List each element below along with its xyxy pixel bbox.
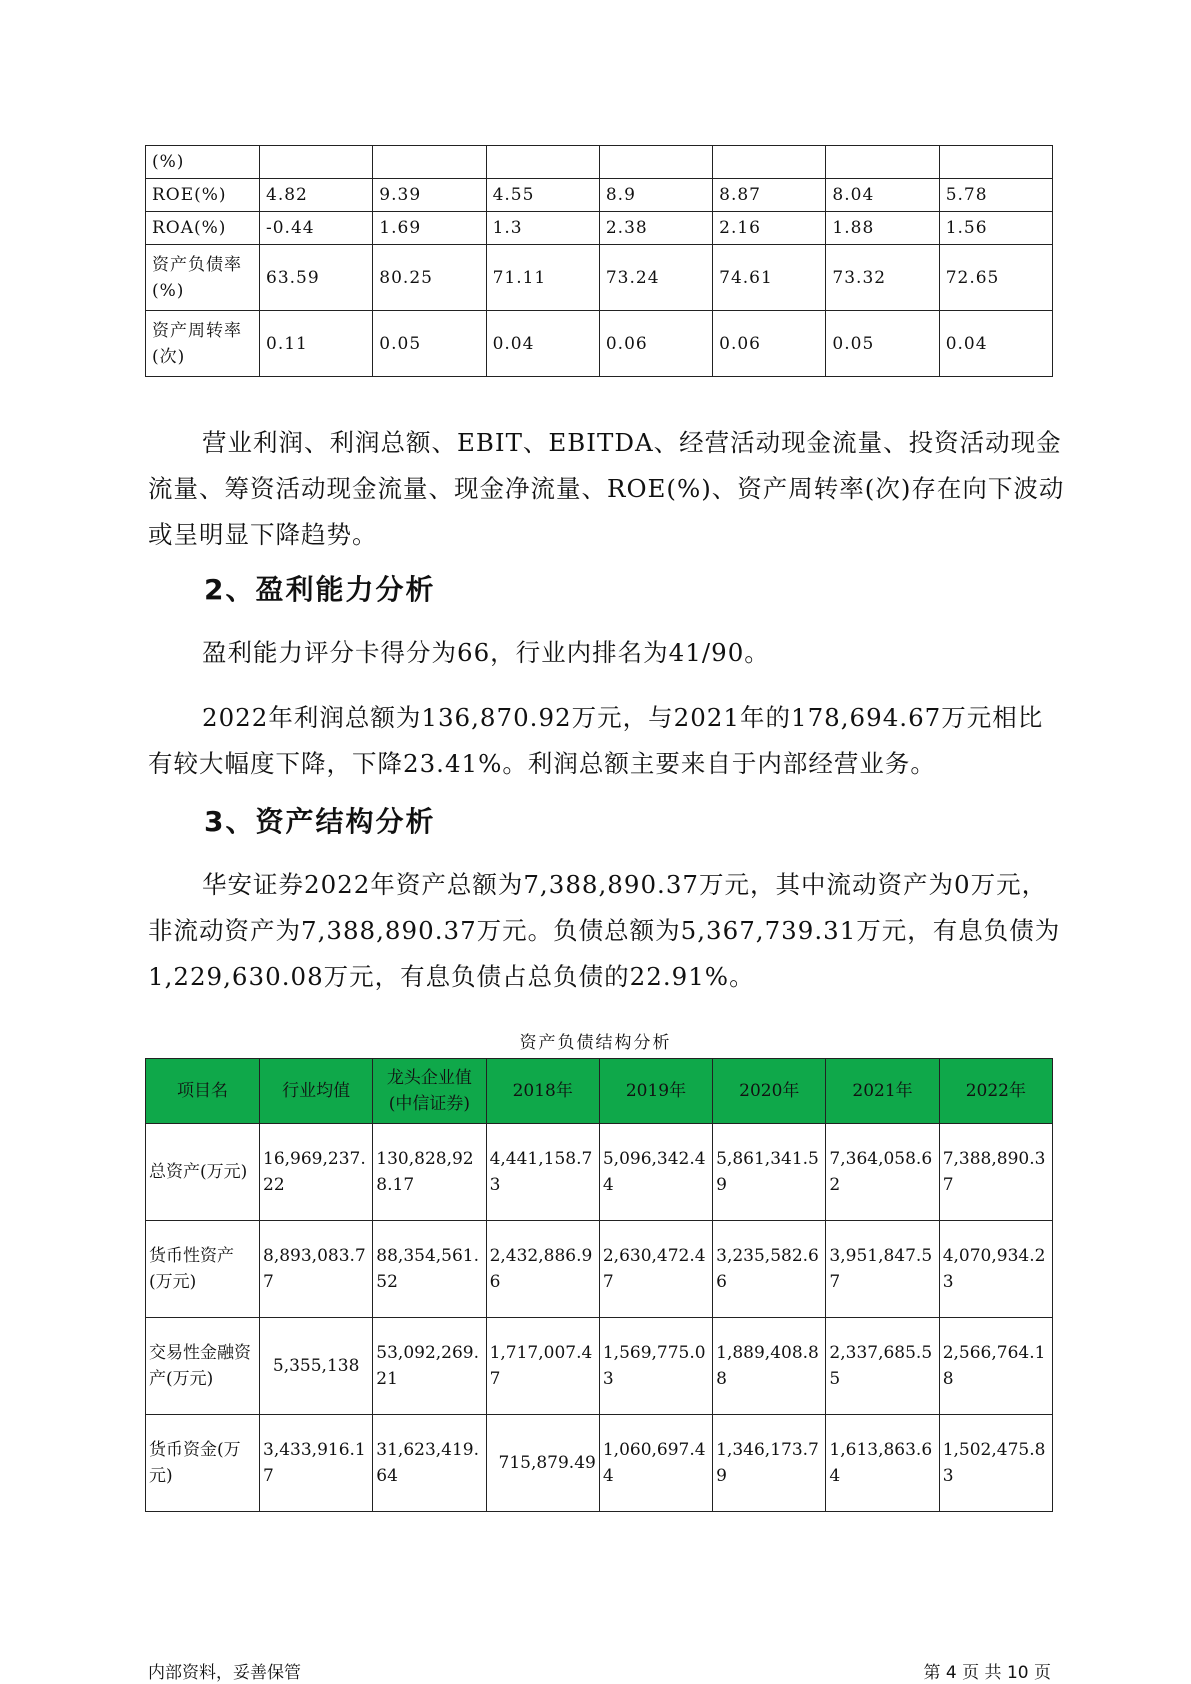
table-cell: 3,235,582.66	[713, 1221, 826, 1318]
table-cell: 2,566,764.18	[939, 1318, 1052, 1415]
table-cell: 1,889,408.88	[713, 1318, 826, 1415]
table-cell: 2.38	[599, 212, 712, 245]
table-cell: 3,433,916.17	[260, 1415, 373, 1512]
table-row	[146, 311, 1053, 377]
header-cell: 龙头企业值(中信证券)	[373, 1059, 486, 1124]
table-cell: 5,861,341.59	[713, 1124, 826, 1221]
table-cell: 2,630,472.47	[599, 1221, 712, 1318]
table-cell: 74.61	[713, 245, 826, 311]
table-cell: 1.69	[373, 212, 486, 245]
table-cell	[373, 146, 486, 179]
header-cell: 2018年	[486, 1059, 599, 1124]
header-cell: 行业均值	[260, 1059, 373, 1124]
profit-total-text: 2022年利润总额为136,870.92万元，与2021年的178,694.67万元相比有较大幅度下降，下降23.41%。利润总额主要来自于内部经营业务。	[148, 703, 1044, 778]
table-cell: 16,969,237.22	[260, 1124, 373, 1221]
table-cell: 9.39	[373, 179, 486, 212]
profit-score-text: 盈利能力评分卡得分为66，行业内排名为41/90。	[202, 638, 770, 667]
table-cell: 2.16	[713, 212, 826, 245]
table-cell	[826, 146, 939, 179]
table-cell: 1,717,007.47	[486, 1318, 599, 1415]
header-cell: 2021年	[826, 1059, 939, 1124]
header-cell: 2020年	[713, 1059, 826, 1124]
table-cell: 1,060,697.44	[599, 1415, 712, 1512]
table-cell: 0.06	[599, 311, 712, 377]
table-cell: 63.59	[260, 245, 373, 311]
profit-score-paragraph	[148, 630, 1068, 676]
table-cell: 73.32	[826, 245, 939, 311]
table-cell: 4.55	[486, 179, 599, 212]
balance-structure-table	[145, 1058, 1053, 1512]
profit-total-paragraph	[148, 695, 1068, 787]
metrics-table	[145, 145, 1053, 377]
table-cell: 1,569,775.03	[599, 1318, 712, 1415]
table-cell: 4,070,934.23	[939, 1221, 1052, 1318]
header-cell: 2022年	[939, 1059, 1052, 1124]
table-cell: 2,432,886.96	[486, 1221, 599, 1318]
table-cell	[599, 146, 712, 179]
table-cell: 8.9	[599, 179, 712, 212]
table-cell: 0.04	[939, 311, 1052, 377]
table-row	[146, 179, 1053, 212]
row-label: 资产周转率(次)	[146, 311, 260, 377]
table-cell: 130,828,928.17	[373, 1124, 486, 1221]
table-cell: 53,092,269.21	[373, 1318, 486, 1415]
table-cell: 0.06	[713, 311, 826, 377]
row-label: 资产负债率(%)	[146, 245, 260, 311]
row-label: 总资产(万元)	[146, 1124, 260, 1221]
section-heading-profitability: 2、盈利能力分析	[204, 573, 436, 606]
table-cell	[713, 146, 826, 179]
table-cell: 5,096,342.44	[599, 1124, 712, 1221]
table-cell: 80.25	[373, 245, 486, 311]
asset-structure-paragraph	[148, 862, 1068, 1000]
table-cell: 88,354,561.52	[373, 1221, 486, 1318]
row-label: 货币资金(万元)	[146, 1415, 260, 1512]
section-heading-asset-structure: 3、资产结构分析	[204, 805, 436, 838]
trend-paragraph	[148, 420, 1068, 558]
table-cell	[260, 146, 373, 179]
table-header-row	[146, 1059, 1053, 1124]
table-cell: 3,951,847.57	[826, 1221, 939, 1318]
table-cell: 72.65	[939, 245, 1052, 311]
table-cell: 715,879.49	[486, 1415, 599, 1512]
table-cell: 5.78	[939, 179, 1052, 212]
row-label: 货币性资产(万元)	[146, 1221, 260, 1318]
row-label: ROA(%)	[146, 212, 260, 245]
table-cell: 73.24	[599, 245, 712, 311]
table-row	[146, 212, 1053, 245]
table-cell	[486, 146, 599, 179]
table-cell: 8.04	[826, 179, 939, 212]
table-row	[146, 1415, 1053, 1512]
table-cell: 71.11	[486, 245, 599, 311]
table-row	[146, 146, 1053, 179]
footer-confidential-note: 内部资料，妥善保管	[148, 1663, 301, 1683]
table-cell: 1.88	[826, 212, 939, 245]
table-cell: 7,364,058.62	[826, 1124, 939, 1221]
header-cell: 2019年	[599, 1059, 712, 1124]
asset-structure-text: 华安证券2022年资产总额为7,388,890.37万元，其中流动资产为0万元，非流动资产为7,388,890.37万元。负债总额为5,367,739.31万元，有息负债为1,229,630.08万元，有息负债占总负债的22.91%。	[148, 870, 1061, 991]
table-cell: 7,388,890.37	[939, 1124, 1052, 1221]
table-cell: 1,613,863.64	[826, 1415, 939, 1512]
row-label: 交易性金融资产(万元)	[146, 1318, 260, 1415]
table-row	[146, 1318, 1053, 1415]
table-cell: 0.05	[373, 311, 486, 377]
table-row	[146, 1124, 1053, 1221]
table-cell: 8.87	[713, 179, 826, 212]
table-cell: 0.11	[260, 311, 373, 377]
footer-page-number: 第 4 页 共 10 页	[923, 1663, 1051, 1683]
table-cell: -0.44	[260, 212, 373, 245]
table-cell: 5,355,138	[260, 1318, 373, 1415]
table-caption: 资产负债结构分析	[519, 1033, 672, 1053]
row-label: ROE(%)	[146, 179, 260, 212]
table-cell: 1,346,173.79	[713, 1415, 826, 1512]
row-label: (%)	[146, 146, 260, 179]
table-cell: 1.3	[486, 212, 599, 245]
table-row	[146, 1221, 1053, 1318]
table-cell: 4.82	[260, 179, 373, 212]
table-cell: 8,893,083.77	[260, 1221, 373, 1318]
header-cell: 项目名	[146, 1059, 260, 1124]
table-cell: 1.56	[939, 212, 1052, 245]
table-cell: 2,337,685.55	[826, 1318, 939, 1415]
table-row	[146, 245, 1053, 311]
table-cell: 0.04	[486, 311, 599, 377]
table-cell: 1,502,475.83	[939, 1415, 1052, 1512]
table-cell: 4,441,158.73	[486, 1124, 599, 1221]
table-cell	[939, 146, 1052, 179]
table-cell: 0.05	[826, 311, 939, 377]
table-cell: 31,623,419.64	[373, 1415, 486, 1512]
trend-text: 营业利润、利润总额、EBIT、EBITDA、经营活动现金流量、投资活动现金流量、筹资活动现金流量、现金净流量、ROE(%)、资产周转率(次)存在向下波动或呈明显下降趋势。	[148, 428, 1065, 549]
